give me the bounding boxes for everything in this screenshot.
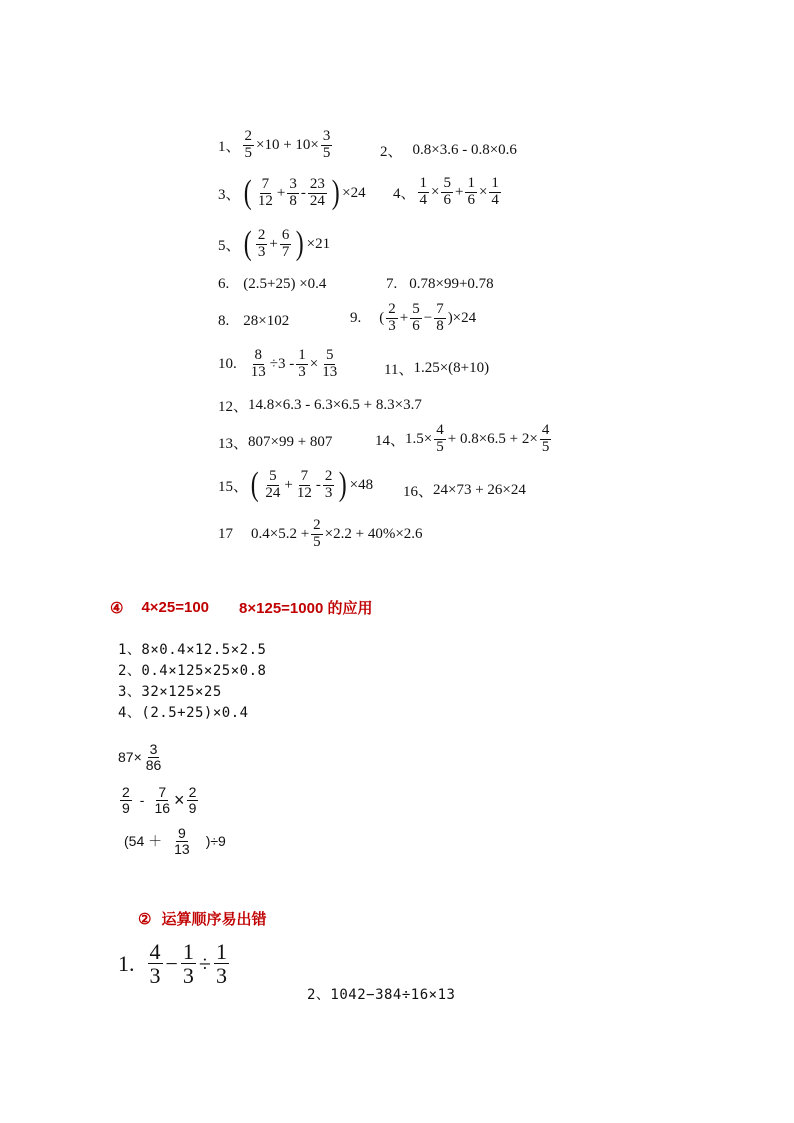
fraction: $\frac{1}{4}$ [491, 175, 499, 208]
problem-2 [380, 140, 517, 161]
problem-number: 14、 [375, 432, 406, 449]
section-title: 运算顺序易出错 [161, 911, 267, 928]
problem-number: 2、 [380, 144, 403, 160]
expression-text: 24×73 + 26×24 [433, 482, 526, 498]
fraction: $\frac{9}{13}$ [174, 825, 190, 857]
fraction: $\frac{4}{3}$ [149, 939, 161, 989]
fraction: $\frac{8}{13}$ [250, 347, 266, 380]
fraction: $\frac{5}{6}$ [412, 301, 420, 334]
right-paren: ) [331, 174, 340, 211]
expression-text: ×24 [342, 184, 366, 201]
fraction: $\frac{3}{8}$ [289, 175, 297, 209]
fraction: $\frac{3}{86}$ [145, 741, 162, 773]
left-paren: ( [243, 174, 252, 211]
fraction: $\frac{5}{13}$ [322, 347, 338, 380]
problem-number: 3、 [218, 186, 241, 203]
problem-5: 5、 ( $\frac{2}{3}$ + $\frac{6}{7}$ ) ×21 [218, 225, 331, 262]
fraction: $\frac{1}{6}$ [467, 175, 475, 208]
fraction: $\frac{7}{12}$ [296, 467, 312, 501]
expression-text: 28×102 [243, 313, 290, 329]
expression-text: 0.78×99+0.78 [409, 276, 494, 292]
problem-1 [218, 129, 334, 162]
problem-number: 10. [218, 355, 237, 372]
expression-text: 0.4×5.2 + [251, 525, 310, 542]
problem-number: 9. [350, 309, 362, 326]
problem-7 [386, 276, 494, 293]
expression-text: 2、1042−384÷16×13 [307, 987, 456, 1003]
expression-text: ×21 [306, 235, 331, 252]
expression-text: 87× [118, 749, 142, 766]
problem-17 [218, 518, 423, 551]
fraction: $\frac{2}{5}$ [313, 517, 321, 550]
fraction: $\frac{2}{3}$ [324, 467, 333, 501]
expression-text: (2.5+25) ×0.4 [243, 276, 327, 292]
fraction: $\frac{6}{7}$ [281, 226, 290, 260]
problem-number: 1. [118, 950, 135, 976]
problem-number: 5、 [218, 237, 241, 254]
expression-text: ×2.2 + 40%×2.6 [324, 525, 423, 542]
fraction: $\frac{5}{24}$ [265, 467, 281, 501]
section-marker: ④ [110, 599, 124, 617]
question-2 [307, 984, 455, 1004]
problem-number: 7. [386, 276, 398, 292]
fraction: $\frac{2}{5}$ [244, 128, 253, 161]
rule-text: 8×125=1000 的应用 [239, 600, 373, 617]
expression-text: ×48 [349, 476, 374, 493]
problem-4: 4、 $\frac{1}{4}$ × $\frac{5}{6}$ + $\frac{1}{6}$ × $\frac{1}{4}$ [393, 175, 499, 208]
problem-number: 11、 [384, 362, 414, 378]
problem-9: 9. ( $\frac{2}{3}$ + $\frac{5}{6}$ − $\frac{7}{8}$ )×24 [350, 301, 477, 334]
fraction: $\frac{7}{16}$ [154, 784, 171, 816]
problem-16 [403, 480, 526, 501]
problem-6 [218, 276, 326, 293]
fraction: $\frac{1}{3}$ [182, 939, 194, 989]
expression-text: 14.8×6.3 - 6.3×6.5 + 8.3×3.7 [248, 397, 422, 413]
fraction: $\frac{3}{5}$ [322, 128, 331, 161]
expression-text: )÷9 [205, 833, 226, 850]
fraction: $\frac{7}{12}$ [257, 175, 273, 209]
fraction: $\frac{1}{4}$ [419, 175, 428, 208]
fraction: $\frac{2}{3}$ [257, 226, 266, 260]
expression-text: ×10 + 10× [256, 136, 319, 153]
list-item: 2、0.4×125×25×0.8 [118, 663, 267, 679]
expression-text: ÷3 - [269, 355, 295, 372]
fraction: $\frac{2}{9}$ [188, 784, 197, 816]
problem-14 [375, 423, 553, 456]
problem-15: 15、 ( $\frac{5}{24}$ + $\frac{7}{12}$ - $\frac{2}{3}$ ) ×48 [218, 466, 374, 503]
list-item: 4、(2.5+25)×0.4 [118, 705, 249, 721]
expression-text: )×24 [447, 309, 477, 326]
expression-text: 807×99 + 807 [248, 434, 333, 450]
problem-13 [218, 432, 332, 453]
extra-expression-3 [124, 826, 226, 856]
extra-expression-1 [118, 742, 165, 772]
problem-number: 6. [218, 276, 230, 292]
problem-number: 16、 [403, 484, 434, 500]
fraction: $\frac{2}{3}$ [388, 301, 396, 334]
expression-text: 1.5× [405, 430, 433, 447]
problem-8 [218, 313, 289, 330]
expression-text: + 0.8×6.5 + 2× [447, 430, 538, 447]
extra-expression-2: $\frac{2}{9}$ - $\frac{7}{16}$ × $\frac{2}{9}$ [122, 784, 197, 816]
list-item: 1、8×0.4×12.5×2.5 [118, 642, 267, 658]
fraction: $\frac{1}{3}$ [298, 347, 306, 380]
fraction: $\frac{5}{6}$ [443, 175, 451, 208]
problem-number: 13、 [218, 436, 249, 452]
fraction: $\frac{23}{24}$ [309, 175, 325, 209]
section-heading-4 [110, 597, 372, 618]
fraction: $\frac{4}{5}$ [541, 422, 550, 455]
fraction: $\frac{2}{9}$ [122, 784, 130, 816]
problem-number: 4、 [393, 185, 416, 202]
list-item: 3、32×125×25 [118, 684, 222, 700]
problem-number: 17 [218, 525, 233, 542]
problem-number: 12、 [218, 399, 249, 415]
expression-text: 0.8×3.6 - 0.8×0.6 [412, 142, 517, 158]
problem-number: 8. [218, 313, 230, 329]
fraction: $\frac{7}{8}$ [436, 301, 444, 334]
fraction: $\frac{1}{3}$ [216, 939, 227, 989]
section-heading-2 [138, 908, 266, 929]
problem-10: 10. $\frac{8}{13}$ ÷3 - $\frac{1}{3}$ × $\frac{5}{13}$ [218, 347, 338, 380]
problem-number: 1、 [218, 138, 241, 155]
fraction: $\frac{4}{5}$ [436, 422, 444, 455]
expression-text: (54 ＋ [124, 833, 163, 850]
problem-number: 15、 [218, 478, 249, 495]
rule-text: 4×25=100 [141, 599, 210, 616]
expression-text: 1.25×(8+10) [413, 360, 490, 376]
problem-12 [218, 395, 422, 416]
section-marker: ② [138, 910, 152, 928]
problem-11 [384, 358, 489, 379]
problem-3: 3、 ( $\frac{7}{12}$ + $\frac{3}{8}$ - $\frac{23}{24}$ ) ×24 [218, 174, 366, 211]
question-1: 1. $\frac{4}{3}$ − $\frac{1}{3}$ ÷ $\frac{1}{3}$ [118, 939, 227, 989]
